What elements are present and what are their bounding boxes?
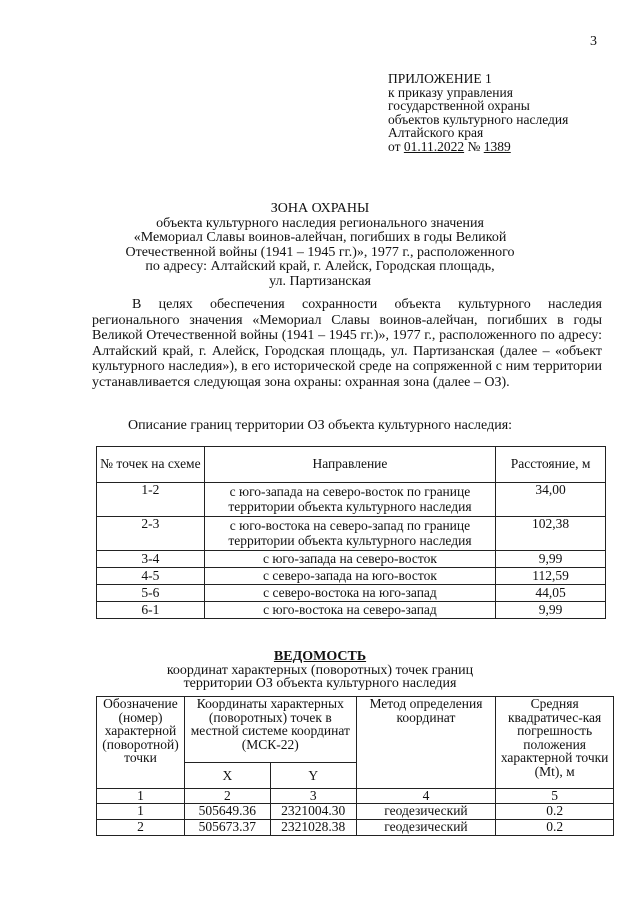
header-point-id: Обозначение (номер) характерной (поворотной) точки: [97, 697, 185, 789]
column-number: 1: [97, 789, 185, 804]
cell-error: 0.2: [496, 820, 614, 836]
cell-distance: 9,99: [496, 602, 606, 619]
table-row: [97, 804, 614, 820]
zone-heading: ЗОНА ОХРАНЫ: [270, 201, 370, 216]
zone-title-line: объекта культурного наследия регионального значения: [156, 215, 484, 231]
annex-line: ПРИЛОЖЕНИЕ 1: [388, 71, 492, 86]
annex-line: объектов культурного наследия: [388, 111, 569, 127]
cell-points: 5-6: [97, 585, 205, 602]
annex-line: государственной охраны: [388, 98, 530, 114]
header-method: Метод определения координат: [356, 697, 496, 789]
column-number: 4: [356, 789, 496, 804]
zone-title-line: Отечественной войны (1941 – 1945 гг.)», 1977 г., расположенного: [125, 244, 515, 260]
cell-y: 2321004.30: [270, 804, 356, 820]
cell-error: 0.2: [496, 804, 614, 820]
cell-points: 2-3: [97, 517, 205, 551]
cell-direction: с юго-востока на северо-запад по границе территории объекта культурного наследия: [204, 517, 495, 551]
coordinates-table: [96, 696, 614, 836]
cell-points: 6-1: [97, 602, 205, 619]
cell-points: 3-4: [97, 551, 205, 568]
zone-title-line: ул. Партизанская: [269, 273, 371, 289]
vedomost-heading: ВЕДОМОСТЬ: [273, 649, 367, 664]
cell-distance: 112,59: [496, 568, 606, 585]
page-number: 3: [590, 34, 597, 49]
zone-title: [0, 202, 640, 289]
cell-distance: 44,05: [496, 585, 606, 602]
cell-x: 505649.36: [184, 804, 270, 820]
header-error: Средняя квадратичес-кая погрешность положения характерной точки (Mt), м: [496, 697, 614, 789]
intro-paragraph: [92, 297, 602, 391]
cell-distance: 102,38: [496, 517, 606, 551]
table-row: [97, 551, 606, 568]
table-row: [97, 568, 606, 585]
cell-points: 1-2: [97, 483, 205, 517]
cell-point-id: 1: [97, 804, 185, 820]
header-distance: Расстояние, м: [496, 447, 606, 483]
order-number: 1389: [483, 138, 511, 154]
cell-point-id: 2: [97, 820, 185, 836]
table-row: [97, 585, 606, 602]
cell-x: 505673.37: [184, 820, 270, 836]
header-points: № точек на схеме: [97, 447, 205, 483]
date-prefix: от: [388, 138, 401, 154]
table-header-row: [97, 447, 606, 483]
table-row: [97, 483, 606, 517]
header-y: Y: [270, 763, 356, 789]
zone-title-line: по адресу: Алтайский край, г. Алейск, Городская площадь,: [145, 259, 495, 274]
cell-direction: с юго-запада на северо-восток по границе территории объекта культурного наследия: [204, 483, 495, 517]
zone-title-line: «Мемориал Славы воинов-алейчан, погибших в годы Великой: [133, 230, 507, 245]
annex-line: к приказу управления: [388, 84, 513, 100]
header-coordinates: Координаты характерных (поворотных) точек в местной системе координат (МСК-22): [184, 697, 356, 763]
cell-method: геодезический: [356, 804, 496, 820]
column-number: 5: [496, 789, 614, 804]
cell-direction: с северо-востока на юго-запад: [204, 585, 495, 602]
annex-line: Алтайского края: [388, 125, 484, 141]
annex-block: [388, 72, 568, 154]
cell-distance: 9,99: [496, 551, 606, 568]
table-row: [97, 602, 606, 619]
cell-y: 2321028.38: [270, 820, 356, 836]
number-prefix: №: [467, 138, 481, 154]
cell-method: геодезический: [356, 820, 496, 836]
column-number-row: [97, 789, 614, 804]
header-x: X: [184, 763, 270, 789]
cell-distance: 34,00: [496, 483, 606, 517]
order-date: 01.11.2022: [403, 138, 465, 154]
table-row: [97, 517, 606, 551]
cell-direction: с юго-востока на северо-запад: [204, 602, 495, 619]
table-header-row: [97, 697, 614, 763]
cell-points: 4-5: [97, 568, 205, 585]
annex-date-line: [388, 140, 568, 154]
vedomost-title: [0, 650, 640, 691]
cell-direction: с северо-запада на юго-восток: [204, 568, 495, 585]
table-row: [97, 820, 614, 836]
vedomost-line: территории ОЗ объекта культурного наследия: [183, 676, 457, 691]
vedomost-line: координат характерных (поворотных) точек границ: [166, 662, 474, 678]
column-number: 2: [184, 789, 270, 804]
intro-text: В целях обеспечения сохранности объекта культурного наследия регионального значения «Мемориал Славы воинов-алейчан, погибших в годы Великой Отечественной войны (1941 – 1945 гг.)», 1977 г., расположенного по адресу: Алтайский край, г. Алейск, Городская площадь, ул. Партизанская (далее – «объект культурного наследия»), в его исторической среде на сопряженной с ним территории устанавливается следующая зона охраны: охранная зона (далее – ОЗ).: [92, 297, 602, 390]
header-direction: Направление: [204, 447, 495, 483]
boundaries-caption: Описание границ территории ОЗ объекта культурного наследия:: [127, 418, 513, 433]
cell-direction: с юго-запада на северо-восток: [204, 551, 495, 568]
boundaries-table: [96, 446, 606, 619]
column-number: 3: [270, 789, 356, 804]
